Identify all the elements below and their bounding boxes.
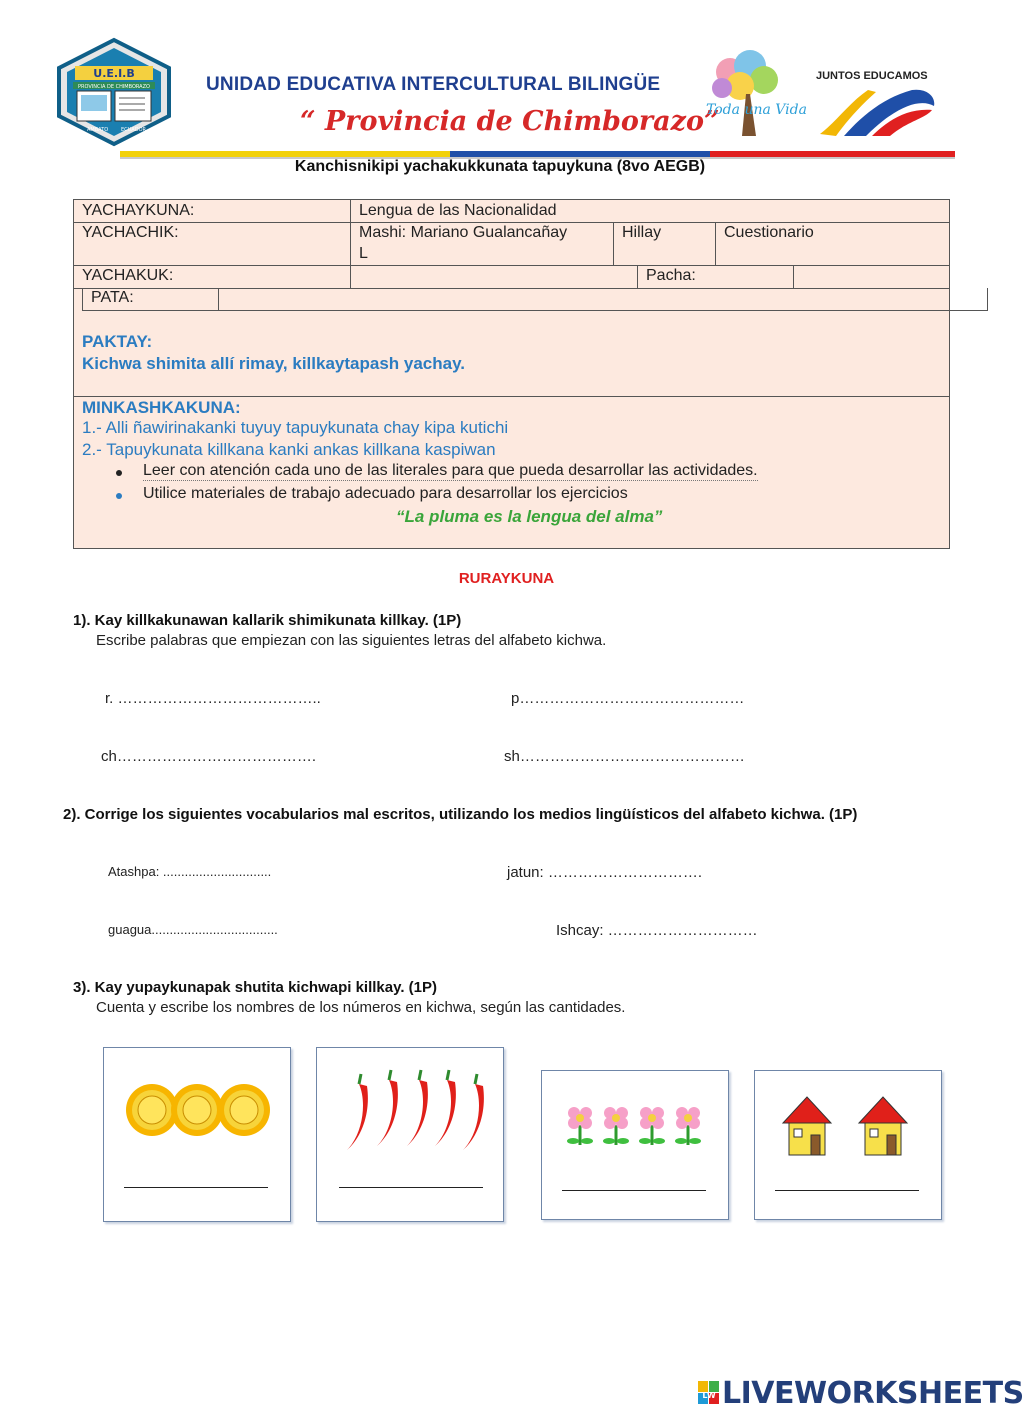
count-box-houses (754, 1070, 942, 1220)
count-box-chili-peppers (316, 1047, 504, 1222)
info-table (73, 199, 950, 549)
bullet-icon (116, 493, 122, 499)
question-3-subtitle: Cuenta y escribe los nombres de los números en kichwa, según las cantidades. (96, 999, 626, 1016)
yachaykuna-label: YACHAYKUNA: (82, 202, 195, 219)
hillay-label: Hillay (622, 224, 662, 241)
pink-flower-icon (567, 1107, 593, 1145)
answer-blank-ishcay[interactable]: Ishcay: ………………………… (556, 922, 758, 939)
question-1-heading: 1). Kay killkakunawan kallarik shimikunata killkay. (1P) (73, 612, 462, 629)
minkashkakuna-heading: MINKASHKAKUNA: (82, 398, 241, 417)
yachaykuna-value: Lengua de las Nacionalidad (359, 202, 557, 219)
instruction-bullet-1: Leer con atención cada uno de las literales para que pueda desarrollar las actividades. (143, 462, 758, 479)
school-badge-logo (55, 38, 173, 146)
minkashkakuna-item-1: 1.- Alli ñawirinakanki tuyuy tapuykunata chay kipa kutichi (82, 418, 509, 437)
house-icons (755, 1071, 941, 1219)
juntos-educamos-logo (816, 82, 940, 138)
chili-pepper-icon (435, 1070, 456, 1146)
yachakuk-label: YACHAKUK: (82, 267, 174, 284)
answer-blank-p[interactable]: p……………………………………… (511, 690, 745, 707)
juntos-educamos-label: JUNTOS EDUCAMOS (816, 70, 928, 82)
pacha-label: Pacha: (646, 267, 696, 284)
badge-country: ECUADOR (121, 127, 146, 133)
answer-line[interactable] (339, 1187, 483, 1188)
school-subtitle: “ Provincia de Chimborazo” (300, 106, 720, 137)
sunflower-icon (171, 1084, 223, 1136)
pink-flower-icons (542, 1071, 728, 1219)
house-icon (859, 1097, 907, 1155)
answer-blank-guagua[interactable]: guagua................................... (108, 922, 278, 937)
bullet-icon (116, 470, 122, 476)
toda-una-vida-text: Toda una Vida (706, 102, 807, 118)
yachachik-value-line2: L (359, 245, 368, 262)
sunflower-icon (218, 1084, 270, 1136)
sunflower-icon (126, 1084, 178, 1136)
badge-province: PROVINCIA DE CHIMBORAZO (78, 84, 150, 90)
answer-line[interactable] (124, 1187, 268, 1188)
answer-blank-atashpa[interactable]: Atashpa: .............................. (108, 864, 272, 879)
header-color-stripes (120, 148, 955, 158)
question-1-subtitle: Escribe palabras que empiezan con las siguientes letras del alfabeto kichwa. (96, 632, 607, 649)
hillay-value: Cuestionario (724, 224, 814, 241)
answer-blank-r[interactable]: r. ………………………………….. (105, 690, 321, 707)
toda-una-vida-tree-logo (700, 44, 807, 140)
answer-blank-sh[interactable]: sh……………………………………… (504, 748, 745, 765)
answer-blank-ch[interactable]: ch…………………………………. (101, 748, 317, 765)
yachachik-value-line1: Mashi: Mariano Gualancañay (359, 224, 568, 241)
pata-label: PATA: (91, 289, 134, 306)
section-title: RURAYKUNA (458, 570, 555, 587)
paktay-heading: PAKTAY: (82, 332, 153, 351)
paktay-text: Kichwa shimita allí rimay, killkaytapash yachay. (82, 354, 465, 373)
chili-pepper-icon (407, 1070, 428, 1146)
question-3-heading: 3). Kay yupaykunapak shutita kichwapi killkay. (1P) (73, 979, 438, 996)
answer-blank-jatun[interactable]: jatun: …………………………. (507, 864, 703, 881)
liveworksheets-badge-icon (698, 1381, 720, 1405)
quote: “La pluma es la lengua del alma” (396, 507, 663, 526)
badge-city: AMBATO (87, 127, 109, 133)
count-box-sunflowers (103, 1047, 291, 1222)
pink-flower-icon (603, 1107, 629, 1145)
pink-flower-icon (675, 1107, 701, 1145)
chili-pepper-icon (463, 1074, 484, 1150)
lw-badge-text: LW (702, 1391, 716, 1400)
chili-pepper-icon (377, 1070, 398, 1146)
minkashkakuna-item-2: 2.- Tapuykunata killkana kanki ankas killkana kaspiwan (82, 440, 496, 459)
chili-pepper-icon (347, 1074, 368, 1150)
pink-flower-icon (639, 1107, 665, 1145)
count-box-pink-flowers (541, 1070, 729, 1220)
badge-title: U.E.I.B (93, 67, 135, 80)
house-icon (783, 1097, 831, 1155)
sunflower-icons (104, 1048, 290, 1221)
chili-pepper-icons (317, 1048, 503, 1221)
school-name: UNIDAD EDUCATIVA INTERCULTURAL BILINGÜE (206, 74, 661, 95)
liveworksheets-logo[interactable]: LIVEWORKSHEETS (722, 1376, 1024, 1411)
question-2-heading: 2). Corrige los siguientes vocabularios mal escritos, utilizando los medios lingüísticos del alfabeto kichwa. (1P) (63, 806, 858, 823)
answer-line[interactable] (775, 1190, 919, 1191)
document-title: Kanchisnikipi yachakukkunata tapuykuna (8vo AEGB) (294, 158, 706, 175)
yachachik-label: YACHACHIK: (82, 224, 179, 241)
answer-line[interactable] (562, 1190, 706, 1191)
instruction-bullet-2: Utilice materiales de trabajo adecuado para desarrollar los ejercicios (143, 485, 628, 502)
